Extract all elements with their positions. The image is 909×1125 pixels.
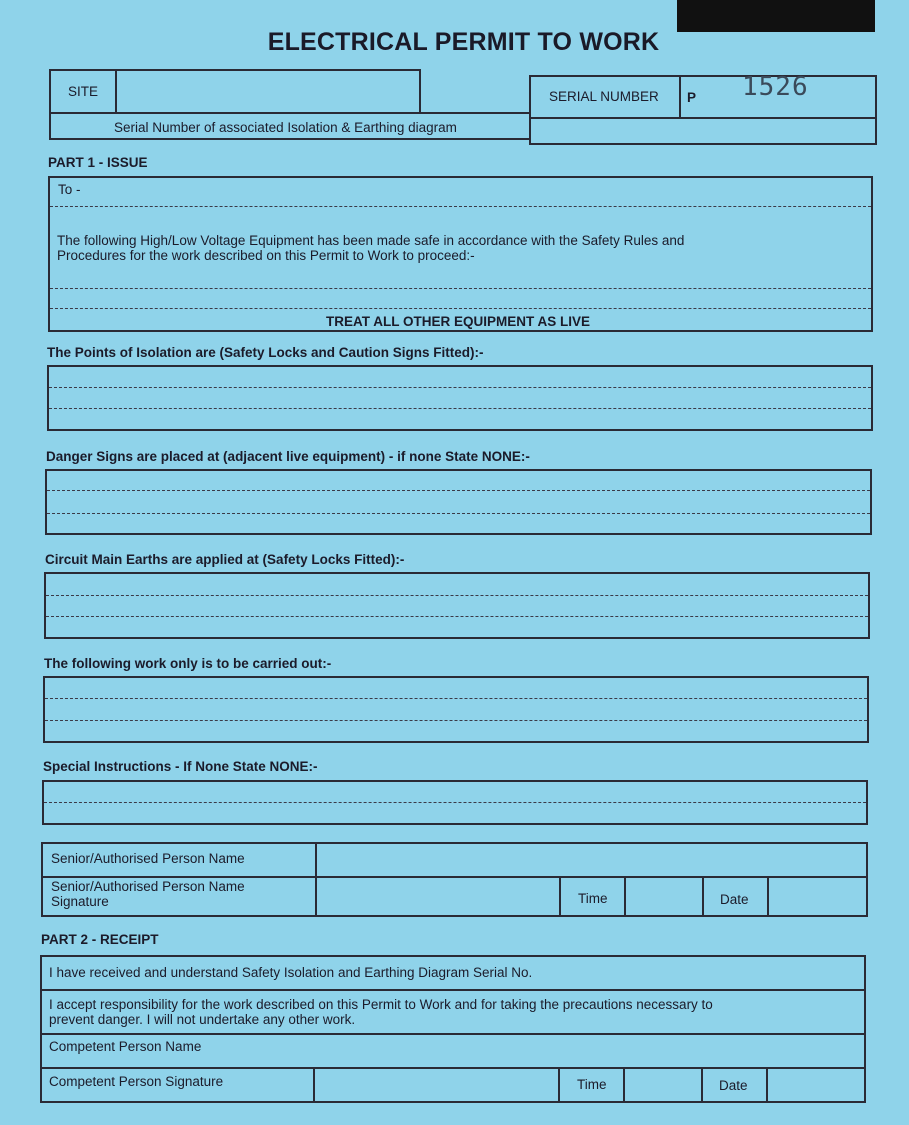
competent-date-label: Date — [719, 1078, 748, 1093]
authorised-time-label: Time — [578, 891, 608, 906]
isolation-diagram-label: Serial Number of associated Isolation & Earthing diagram — [114, 120, 457, 135]
part1-statement: The following High/Low Voltage Equipment has been made safe in accordance with the Safety Rules and Procedures for the work described on this Permit to Work to proceed:- — [57, 233, 685, 263]
part2-heading: PART 2 - RECEIPT — [41, 932, 159, 947]
equipment-field[interactable] — [50, 268, 871, 308]
earths-box[interactable] — [44, 572, 870, 639]
competent-signature-field[interactable] — [316, 1070, 557, 1101]
work-box[interactable] — [43, 676, 869, 743]
work-heading: The following work only is to be carried out:- — [44, 656, 332, 671]
authorised-date-label: Date — [720, 892, 749, 907]
authorised-name-field[interactable] — [318, 844, 866, 876]
competent-time-field[interactable] — [626, 1070, 700, 1101]
special-instructions-heading: Special Instructions - If None State NONE:- — [43, 759, 318, 774]
competent-name-field[interactable] — [230, 1036, 864, 1066]
serial-prefix: P — [687, 90, 697, 105]
site-field[interactable] — [119, 71, 419, 112]
authorised-signature-field[interactable] — [318, 879, 558, 915]
authorised-signature-label: Senior/Authorised Person Name Signature — [51, 879, 245, 909]
competent-time-label: Time — [577, 1077, 607, 1092]
serial-number-value: 1526 — [742, 72, 809, 102]
isolation-heading: The Points of Isolation are (Safety Locks and Caution Signs Fitted):- — [47, 345, 484, 360]
authorised-time-field[interactable] — [627, 879, 701, 915]
competent-signature-label: Competent Person Signature — [49, 1074, 224, 1089]
isolation-diagram-serial-field[interactable] — [531, 120, 875, 143]
authorised-date-field[interactable] — [770, 879, 866, 915]
page-title: ELECTRICAL PERMIT TO WORK — [267, 28, 660, 56]
to-label: To - — [58, 182, 81, 197]
accept-statement: I accept responsibility for the work described on this Permit to Work and for taking the precautions necessary to prevent danger. I will not undertake any other work. — [49, 997, 713, 1027]
competent-name-label: Competent Person Name — [49, 1039, 202, 1054]
part1-heading: PART 1 - ISSUE — [48, 155, 148, 170]
received-statement: I have received and understand Safety Isolation and Earthing Diagram Serial No. — [49, 965, 533, 980]
isolation-box[interactable] — [47, 365, 873, 431]
authorised-name-label: Senior/Authorised Person Name — [51, 851, 245, 866]
danger-signs-box[interactable] — [45, 469, 872, 535]
site-label: SITE — [68, 84, 99, 99]
treat-live-notice: TREAT ALL OTHER EQUIPMENT AS LIVE — [326, 314, 591, 329]
competent-date-field[interactable] — [769, 1070, 864, 1101]
to-field[interactable] — [90, 179, 870, 205]
earths-heading: Circuit Main Earths are applied at (Safety Locks Fitted):- — [45, 552, 405, 567]
danger-signs-heading: Danger Signs are placed at (adjacent live equipment) - if none State NONE:- — [46, 449, 530, 464]
serial-number-label: SERIAL NUMBER — [549, 89, 659, 104]
